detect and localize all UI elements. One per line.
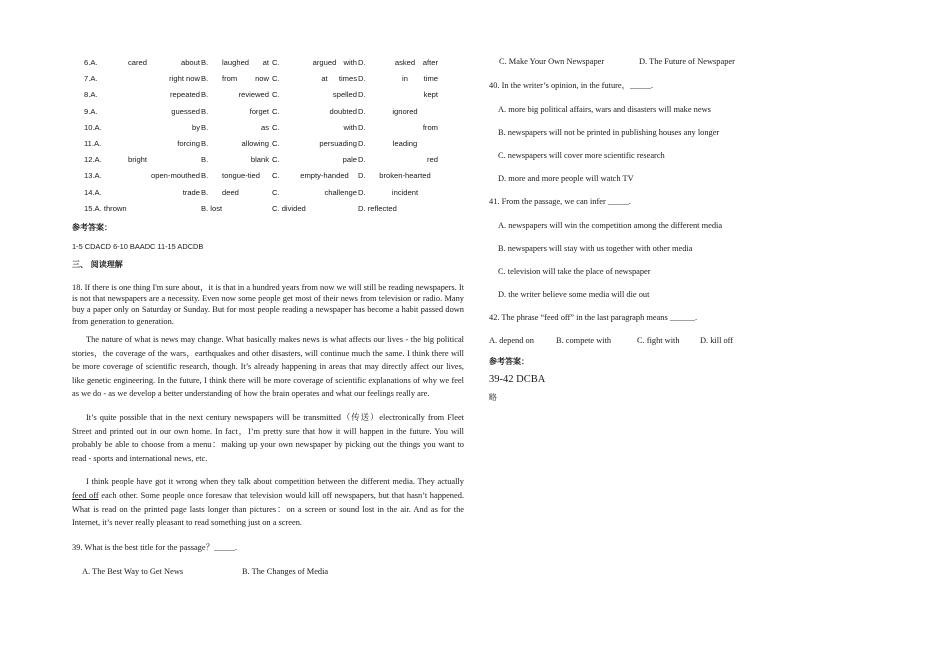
cloze-cell-num: 8.A. [84,90,98,100]
q41-option-d: D. the writer believe some media will die out [498,290,650,299]
cloze-option-row [72,88,464,104]
passage-p4-start: I think people have got it wrong when they talk about competition between the different media. They actually [86,477,464,487]
feed-off-phrase: feed off [72,491,99,500]
cloze-cell-c: C. [272,106,280,116]
cloze-cell-a2: forcing [177,138,200,148]
cloze-cell-cw2: persuading [319,138,357,148]
left-column [72,56,464,578]
cloze-option-row [72,202,464,218]
cloze-cell-cw: at [321,74,328,84]
cloze-cell-b: B. [201,122,209,132]
cloze-cell-dw2: red [427,155,438,165]
q41-option-c: C. television will take the place of newspaper [498,267,651,276]
q39-option-c: C. Make Your Own Newspaper [499,57,605,66]
q41-option-b: B. newspapers will stay with us together with other media [498,244,693,253]
cloze-cell-b: B. [201,106,209,116]
q39-options-row-2 [489,56,889,68]
cloze-cell-d: D. [358,74,366,84]
cloze-cell-dw2: time [423,74,438,84]
cloze-cell-bw2: blank [250,155,269,165]
cloze-cell-dw: ignored [392,106,418,116]
q39-option-d: D. The Future of Newspaper [639,57,735,66]
cloze-cell-c: C. divided [272,203,306,213]
cloze-cell-num: 13.A. [84,171,102,181]
cloze-cell-cw2: times [338,74,357,84]
cloze-cell-dw2: from [422,122,438,132]
cloze-cell-cw2: pale [342,155,357,165]
cloze-cell-d: D. reflected [358,203,397,213]
right-column [489,56,889,403]
section-heading: 三、 阅读理解 [72,259,123,269]
explanation-note: 略 [489,393,497,402]
q40-option-a: A. more big political affairs, wars and disasters will make news [498,105,711,114]
cloze-cell-c: C. [272,171,280,181]
cloze-cell-a2: right now [169,74,200,84]
cloze-option-row [72,153,464,169]
q42-option-c: C. fight with [637,336,680,345]
answers-reading: 39-42 DCBA [489,374,546,385]
cloze-cell-bw: tongue-tied [222,171,260,181]
cloze-cell-dw2: after [422,58,438,67]
q39-option-a: A. The Best Way to Get News [82,566,184,576]
cloze-cell-d: D. [358,155,366,165]
cloze-cell-num: 15.A. thrown [84,203,127,213]
cloze-cell-cw2: spelled [332,90,357,100]
cloze-cell-b: B. [201,74,209,84]
cloze-cell-dw: in [402,74,408,84]
cloze-cell-dw: incident [391,187,419,197]
cloze-cell-cw: empty-handed [300,171,349,181]
cloze-cell-bw: from [222,74,238,84]
cloze-cell-c: C. [272,122,280,132]
cloze-option-row [72,186,464,202]
cloze-cell-a2: repeated [170,90,200,100]
cloze-cell-bw: deed [222,187,239,197]
cloze-cell-a2: guessed [171,106,200,116]
cloze-cell-c: C. [272,138,280,148]
answer-heading-2: 参考答案： [489,357,529,366]
q42-stem: 42. The phrase “feed off” in the last paragraph means ______. [489,313,698,322]
cloze-cell-d: D. [358,171,366,181]
cloze-option-row [72,121,464,137]
cloze-cell-bw2: as [260,122,269,132]
cloze-cell-bw2: at [262,58,269,67]
cloze-cell-a2: about [180,58,200,67]
cloze-cell-num: 14.A. [84,187,102,197]
cloze-cell-a2: open-mouthed [151,171,200,181]
q42-options-row [489,335,889,347]
cloze-cell-cw: argued [312,58,337,67]
passage-paragraph-2: The nature of what is news may change. What basically makes news is what affects our lives - the big political stories，the coverage of the wars，earthquakes and other disasters, will continue much the same. I think there will be more coverage of scientific research, though. It’s already happening in areas that may directly affect our lives, like genetic engineering. In the future, I think there will be more coverage of scientific explanations of why we feel as we do - as we develop a better understanding of how the brain operates and what our feelings really are. [72,335,464,399]
cloze-cell-num: 9.A. [84,106,98,116]
cloze-cell-d: D. [358,106,366,116]
passage-paragraph-1: 18. If there is one thing I'm sure about，it is that in a hundred years from now we will still be reading newspapers. It is not that newspapers are a necessity. Even now some people get most of their news from television or radio. Many buy a paper only on Saturday or Sunday. But for most people reading a newspaper has become a habit passed down from generation to generation. [72,282,464,326]
q40-option-d: D. more and more people will watch TV [498,174,634,183]
cloze-options-table [72,56,464,218]
cloze-cell-num: 6.A. [84,58,98,67]
cloze-cell-cw2: doubted [329,106,357,116]
cloze-cell-d: D. [358,187,366,197]
cloze-option-row [72,56,464,72]
cloze-cell-d: D. [358,58,366,67]
cloze-cell-b: B. [201,138,209,148]
cloze-cell-b: B. [201,187,209,197]
passage-p4-end: each other. Some people once foresaw that television would kill off newspapers, but that hasn’t happened. What is read on the printed page lasts longer than pictures：on a screen or sound lost in the air. And as for the Internet, it’s never really pleasant to read something just on a screen. [72,491,464,528]
cloze-cell-dw: asked [394,58,416,67]
q40-option-c: C. newspapers will cover more scientific research [498,151,665,160]
q41-option-a: A. newspapers will win the competition among the different media [498,221,723,230]
q41-stem: 41. From the passage, we can infer _____. [489,197,631,206]
answers-cloze: 1-5 CDACD 6-10 BAADC 11-15 ADCDB [72,241,204,251]
cloze-cell-d: D. [358,122,366,132]
q39-option-b: B. The Changes of Media [242,566,329,576]
cloze-option-row [72,72,464,88]
cloze-cell-bw: laughed [222,58,250,67]
cloze-cell-a: bright [128,155,147,165]
q42-option-a: A. depend on [489,336,534,345]
cloze-cell-dw: leading [392,138,418,148]
cloze-cell-c: C. [272,74,280,84]
cloze-option-row [72,169,464,185]
q39-stem: 39. What is the best title for the passage？_____. [72,542,237,552]
cloze-cell-b: B. [201,171,209,181]
cloze-cell-c: C. [272,187,280,197]
cloze-cell-cw2: challenge [324,187,357,197]
cloze-cell-num: 7.A. [84,74,98,84]
cloze-cell-bw2: now [255,74,269,84]
cloze-cell-bw2: allowing [241,138,269,148]
passage-paragraph-3: It’s quite possible that in the next century newspapers will be transmitted（传送）electronically from Fleet Street and printed out in our own home. In fact，I’m pretty sure that how it will happen in the future. You will probably be able to choose from a menu：making up your own newspaper by picking out the things you want to read - sports and international news, etc. [72,413,464,463]
cloze-cell-num: 11.A. [84,138,102,148]
cloze-cell-dw2: kept [423,90,438,100]
cloze-option-row [72,105,464,121]
cloze-cell-num: 10.A. [84,122,102,132]
cloze-cell-a2: trade [182,187,200,197]
cloze-cell-c: C. [272,155,280,165]
answer-heading-1: 参考答案： [72,222,112,232]
cloze-cell-d: D. [358,138,366,148]
cloze-cell-a2: by [191,122,200,132]
cloze-cell-a: cared [128,58,147,67]
cloze-cell-bw2: reviewed [238,90,269,100]
cloze-cell-dw: broken-hearted [379,171,431,181]
cloze-cell-d: D. [358,90,366,100]
cloze-cell-num: 12.A. [84,155,102,165]
cloze-option-row [72,137,464,153]
cloze-cell-c: C. [272,58,280,67]
q40-option-b: B. newspapers will not be printed in publishing houses any longer [498,128,720,137]
cloze-cell-c: C. [272,90,280,100]
passage-paragraph-4 [72,475,464,529]
q42-option-d: D. kill off [700,336,734,345]
q39-options-row [72,566,464,578]
q40-stem: 40. In the writer’s opinion, in the future，_____. [489,81,654,90]
cloze-cell-b: B. [201,155,209,165]
cloze-cell-bw2: forget [249,106,269,116]
cloze-cell-cw2: with [343,122,357,132]
cloze-cell-cw2: with [343,58,357,67]
cloze-cell-b: B. lost [201,203,223,213]
cloze-cell-b: B. [201,58,209,67]
cloze-cell-b: B. [201,90,209,100]
q42-option-b: B. compete with [556,336,612,345]
